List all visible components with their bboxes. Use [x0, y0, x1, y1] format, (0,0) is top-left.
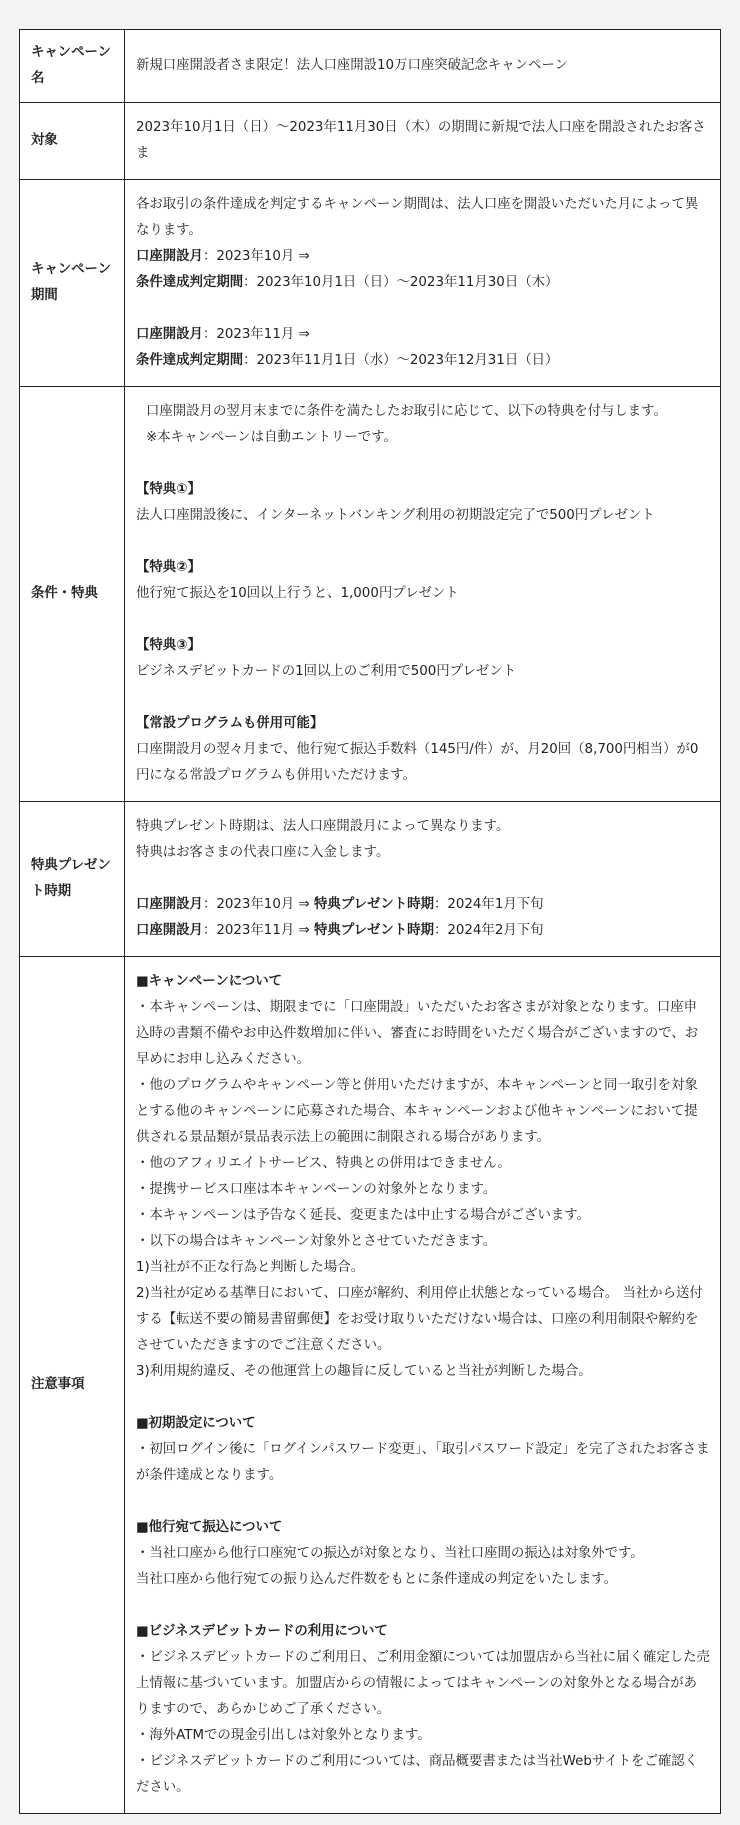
perk-text: 法人口座開設後に、インターネットバンキング利用の初期設定完了で500円プレゼント — [136, 508, 655, 523]
row-campaign-name — [20, 30, 721, 103]
row-label: 条件・特典 — [20, 387, 125, 802]
timing-line: 特典プレゼント時期は、法人口座開設月によって異なります。 — [136, 819, 510, 834]
notes-item: 3)利用規約違反、その他運営上の趣旨に反していると当社が判断した場合。 — [136, 1364, 592, 1379]
period-line — [136, 270, 710, 296]
timing-schedule — [136, 918, 710, 944]
open-month-label: 口座開設月 — [136, 923, 203, 938]
notes-item: ・他のプログラムやキャンペーン等と併用いただけますが、本キャンペーンと同一取引を対象とする他のキャンペーンに応募された場合、本キャンペーンおよび他キャンペーンにおいて提供される景品類が景品表示法上の範囲に制限される場合があります。 — [136, 1078, 698, 1145]
notes-item: ・初回ログイン後に「ログインパスワード変更」、「取引パスワード設定」を完了されたお客さまが条件達成となります。 — [136, 1442, 710, 1483]
open-month-label: 口座開設月 — [136, 897, 203, 912]
notes-item: ・本キャンペーンは、期限までに「口座開設」いただいたお客さまが対象となります。口座申込時の書類不備やお申込件数増加に伴い、審査にお時間をいただく場合がございますので、お早めにお申し込みください。 — [136, 1000, 699, 1067]
row-label: 特典プレゼント時期 — [20, 802, 125, 957]
row-label: キャンペーン名 — [20, 30, 125, 103]
notes-value — [125, 957, 721, 1814]
perk-title: 【特典②】 — [136, 560, 201, 575]
row-label: 対象 — [20, 103, 125, 180]
row-target — [20, 103, 721, 180]
judge-period-value: ：2023年10月1日（日）〜2023年11月30日（木） — [243, 275, 559, 290]
open-month-label: 口座開設月 — [136, 327, 203, 342]
notes-item: ・ビジネスデビットカードのご利用日、ご利用金額については加盟店から当社に届く確定した売上情報に基づいています。加盟店からの情報によってはキャンペーンの対象外となる場合がありますので、あらかじめご了承ください。 — [136, 1650, 710, 1717]
notes-item: ・本キャンペーンは予告なく延長、変更または中止する場合がございます。 — [136, 1208, 590, 1223]
notes-item: ・提携サービス口座は本キャンペーンの対象外となります。 — [136, 1182, 497, 1197]
period-line — [136, 348, 710, 374]
notes-item: ・他のアフィリエイトサービス、特典との併用はできません。 — [136, 1156, 511, 1171]
program-text: 口座開設月の翌々月まで、他行宛て振込手数料（145円/件）が、月20回（8,700円相当）が0円になる常設プログラムも併用いただけます。 — [136, 742, 699, 783]
period-line — [136, 322, 710, 348]
notes-item: ・当社口座から他行口座宛ての振込が対象となり、当社口座間の振込は対象外です。 — [136, 1546, 644, 1561]
row-present-timing — [20, 802, 721, 957]
notes-item: ・海外ATMでの現金引出しは対象外となります。 — [136, 1728, 431, 1743]
target-value: 2023年10月1日（日）〜2023年11月30日（木）の期間に新規で法人口座を開設されたお客さま — [125, 103, 721, 180]
open-month-value: ：2023年11月 ⇒ — [202, 923, 314, 938]
notes-item: 1)当社が不正な行為と判断した場合。 — [136, 1260, 364, 1275]
campaign-name-value: 新規口座開設者さま限定！法人口座開設10万口座突破記念キャンペーン — [125, 30, 721, 103]
notes-item: 当社口座から他行宛ての振り込んだ件数をもとに条件達成の判定をいたします。 — [136, 1572, 617, 1587]
notes-item: 2)当社が定める基準日において、口座が解約、利用停止状態となっている場合。 当社から送付する【転送不要の簡易書留郵便】をお受け取りいただけない場合は、口座の利用制限や解約をさせていただきますのでご注意ください。 — [136, 1286, 703, 1353]
row-conditions — [20, 387, 721, 802]
auto-entry-note: ※本キャンペーンは自動エントリーです。 — [146, 430, 397, 445]
judge-period-value: ：2023年11月1日（水）〜2023年12月31日（日） — [243, 353, 559, 368]
present-timing-label: 特典プレゼント時期 — [313, 897, 434, 912]
timing-schedule — [136, 892, 710, 918]
perk-text: ビジネスデビットカードの1回以上のご利用で500円プレゼント — [136, 664, 517, 679]
perk-title: 【特典③】 — [136, 638, 201, 653]
open-month-value: ：2023年10月 ⇒ — [202, 897, 314, 912]
judge-period-label: 条件達成判定期間 — [136, 353, 244, 368]
notes-section-title: ■ビジネスデビットカードの利用について — [136, 1624, 388, 1639]
row-label: キャンペーン期間 — [20, 180, 125, 387]
perk-text: 他行宛て振込を10回以上行うと、1,000円プレゼント — [136, 586, 459, 601]
notes-item: ・ビジネスデビットカードのご利用については、商品概要書または当社Webサイトをご確認ください。 — [136, 1754, 699, 1795]
notes-section-title: ■初期設定について — [136, 1416, 256, 1431]
open-month-label: 口座開設月 — [136, 249, 203, 264]
conditions-intro: 口座開設月の翌月末までに条件を満たしたお取引に応じて、以下の特典を付与します。 — [146, 404, 667, 419]
row-notes — [20, 957, 721, 1814]
notes-section-title: ■キャンペーンについて — [136, 974, 283, 989]
open-month-value: ：2023年10月 ⇒ — [202, 249, 310, 264]
conditions-value — [125, 387, 721, 802]
period-line — [136, 244, 710, 270]
period-intro: 各お取引の条件達成を判定するキャンペーン期間は、法人口座を開設いただいた月によって異なります。 — [136, 197, 699, 238]
open-month-value: ：2023年11月 ⇒ — [202, 327, 310, 342]
notes-item: ・以下の場合はキャンペーン対象外とさせていただきます。 — [136, 1234, 497, 1249]
notes-section-title: ■他行宛て振込について — [136, 1520, 283, 1535]
perk-title: 【特典①】 — [136, 482, 201, 497]
row-label: 注意事項 — [20, 957, 125, 1814]
campaign-table — [19, 29, 721, 1814]
present-timing-date: ：2024年2月下旬 — [433, 923, 544, 938]
period-value — [125, 180, 721, 387]
judge-period-label: 条件達成判定期間 — [136, 275, 244, 290]
timing-line: 特典はお客さまの代表口座に入金します。 — [136, 845, 390, 860]
campaign-details — [19, 29, 721, 1814]
row-period — [20, 180, 721, 387]
present-timing-date: ：2024年1月下旬 — [433, 897, 544, 912]
program-title: 【常設プログラムも併用可能】 — [136, 716, 324, 731]
present-timing-value — [125, 802, 721, 957]
present-timing-label: 特典プレゼント時期 — [313, 923, 434, 938]
